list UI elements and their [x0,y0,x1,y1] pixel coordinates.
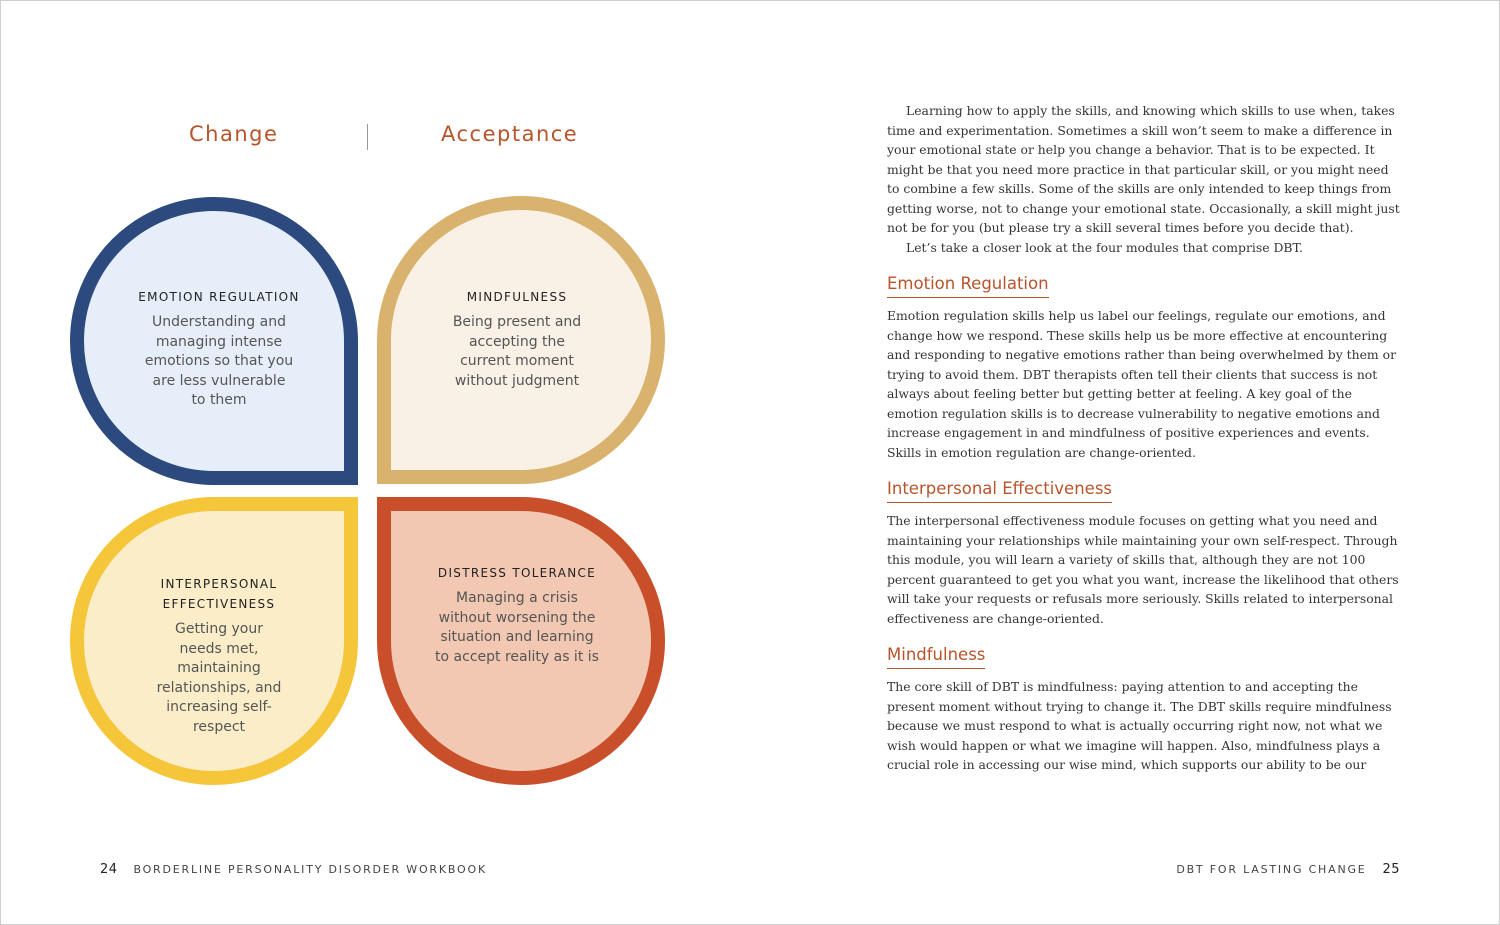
acceptance-header: Acceptance [441,122,579,146]
section-body-mindfulness: The core skill of DBT is mindfulness: paying attention to and accepting the present moment without trying to change it. The DBT skills require mindfulness because we must respond to what is actually occurring right now, not what we wish would happen or what we imagine will happen. Also, mindfulness plays a crucial role in accessing our wise mind, which supports our ability to be our [887,679,1392,772]
emotion-regulation-text [109,287,329,411]
section-heading-emotion-regulation: Emotion Regulation [887,273,1049,298]
section-body-interpersonal-effectiveness: The interpersonal effectiveness module focuses on getting what you need and maintaining your relationships while maintaining your own self-respect. Through this module, you will learn a variety of skills that, although they are not 100 percent guaranteed to get you what you want, increase the likelihood that others will take your requests or refusals more seriously. Skills related to interpersonal effectiveness are change-oriented. [887,513,1399,626]
emotion-regulation-title: EMOTION REGULATION [138,290,300,304]
mindfulness-title: MINDFULNESS [466,290,568,304]
mindfulness-description: Being present and accepting the current moment without judgment [452,314,582,389]
interpersonal-effectiveness-description: Getting your needs met, maintaining relationships, and increasing self-respect [156,621,282,735]
header-divider [367,124,368,150]
interpersonal-effectiveness-title: INTERPERSONAL EFFECTIVENESS [160,577,278,611]
distress-tolerance-title: DISTRESS TOLERANCE [437,566,597,580]
section-heading-interpersonal-effectiveness: Interpersonal Effectiveness [887,478,1112,503]
section-body-emotion-regulation: Emotion regulation skills help us label our feelings, regulate our emotions, and change how we respond. These skills help us be more effective at encountering and responding to negative emotions rather than being overwhelmed by them or trying to avoid them. DBT therapists often tell their clients that success is not always about feeling better but getting better at feeling. A key goal of the emotion regulation skills is to decrease vulnerability to negative emotions and increase engagement in and mindfulness of positive experiences and events. Skills in emotion regulation are change-oriented. [887,308,1397,460]
distress-tolerance-description: Managing a crisis without worsening the situation and learning to accept reality as it is [435,590,599,665]
distress-tolerance-text [407,563,627,667]
right-running-title: DBT FOR LASTING CHANGE [1176,863,1367,876]
left-running-title: BORDERLINE PERSONALITY DISORDER WORKBOOK [133,863,487,876]
change-header: Change [189,122,279,146]
left-page-number: 24 [100,862,118,877]
right-footer [1176,862,1400,877]
section-heading-mindfulness: Mindfulness [887,644,985,669]
mindfulness-text [407,287,627,391]
right-page-number: 25 [1382,862,1400,877]
interpersonal-effectiveness-text [109,574,329,737]
left-footer [100,862,487,877]
intro-paragraph: Learning how to apply the skills, and knowing which skills to use when, takes time and experimentation. Sometimes a skill won’t seem to make a difference in your emotional state or help you change a behavior. That is to be expected. It might be that you need more practice in that particular skill, or you might need to combine a few skills. Some of the skills are only intended to keep things from getting worse, not to change your emotional state. Occasionally, a skill might just not be for you (but please try a skill several times before you decide that). [887,103,1400,235]
intro-paragraph-2: Let’s take a closer look at the four modules that comprise DBT. [906,239,1303,255]
emotion-regulation-description: Understanding and managing intense emotions so that you are less vulnerable to them [144,314,294,408]
right-page-body [887,101,1402,775]
